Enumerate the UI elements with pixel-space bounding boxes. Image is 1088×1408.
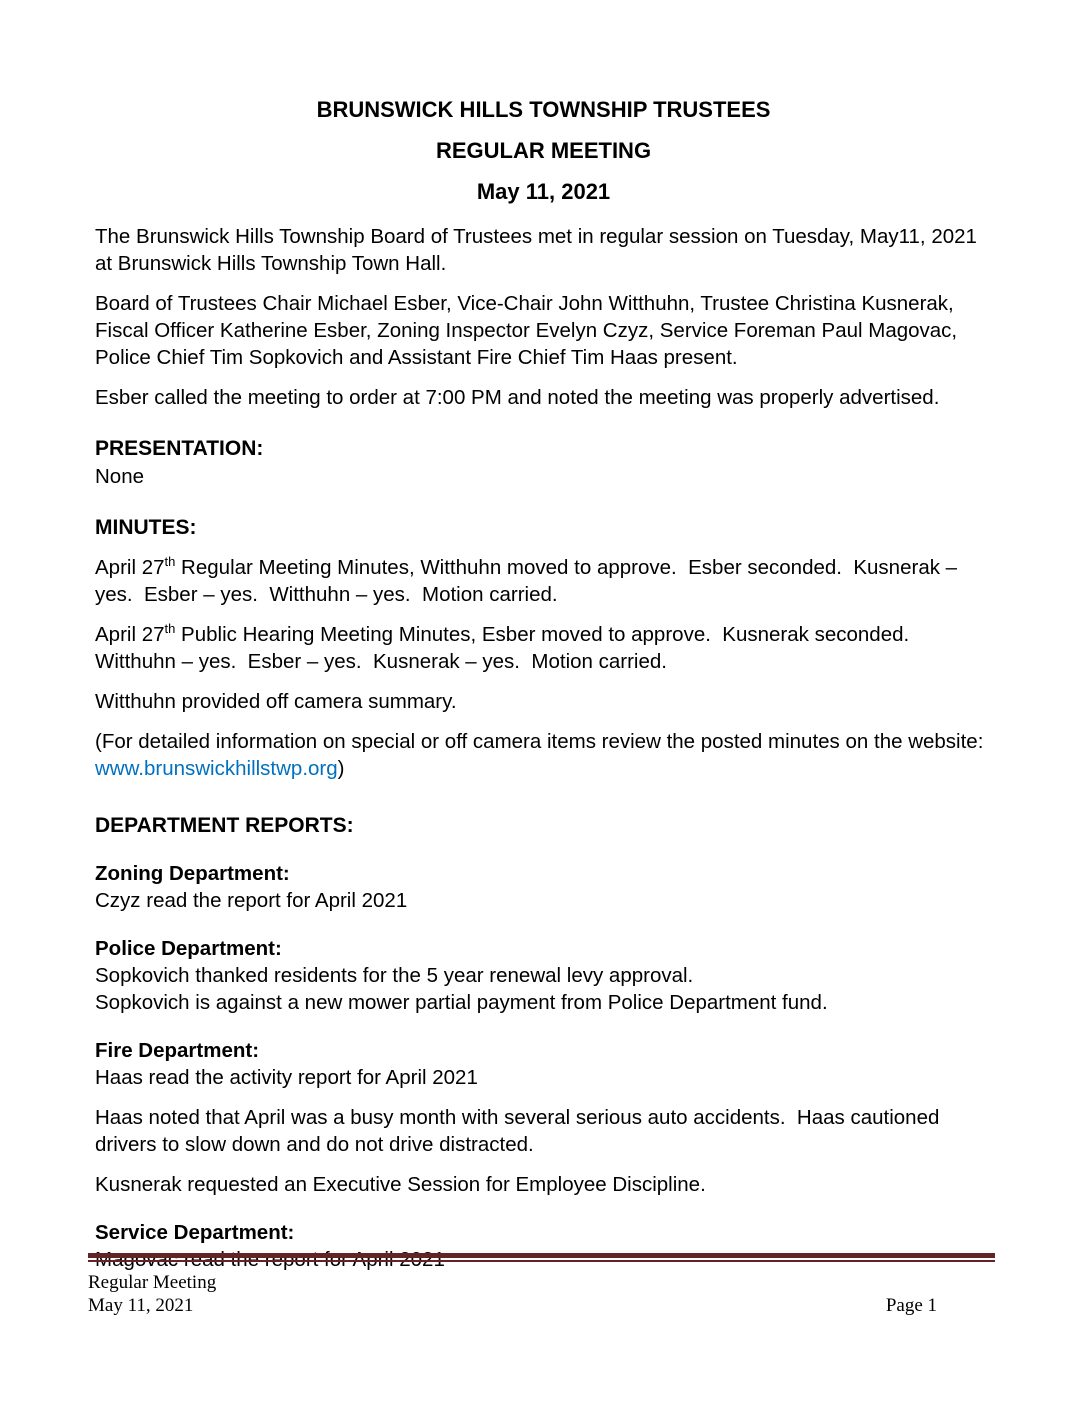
footer-meeting-date: May 11, 2021 — [88, 1295, 194, 1316]
zoning-department-heading: Zoning Department: — [95, 862, 290, 885]
presentation-body: None — [95, 465, 145, 488]
document-date: May 11, 2021 — [476, 179, 611, 204]
minutes-paragraph-2 — [95, 621, 992, 675]
document-content — [95, 96, 992, 1273]
minutes-p2-superscript: th — [164, 621, 176, 637]
zoning-department-line: Czyz read the report for April 2021 — [95, 889, 408, 912]
minutes-p1-superscript: th — [164, 554, 176, 570]
footer-page-number: Page 1 — [885, 1295, 937, 1316]
minutes-paragraph-1 — [95, 554, 992, 608]
page-footer — [88, 1253, 995, 1317]
intro-paragraph-3: Esber called the meeting to order at 7:00 PM and noted the meeting was properly advertised. — [95, 386, 940, 409]
minutes-note-close: ) — [337, 757, 345, 780]
minutes-p2-text: April 27 — [95, 623, 165, 646]
minutes-heading: MINUTES: — [95, 516, 197, 539]
footer-divider-thick — [88, 1253, 995, 1258]
footer-row — [88, 1271, 995, 1317]
minutes-p1-text: April 27 — [95, 556, 165, 579]
intro-paragraph-1: The Brunswick Hills Township Board of Trustees met in regular session on Tuesday, May11, 2021 at Brunswick Hills Township Town Hall. — [95, 225, 983, 275]
document-subtitle: REGULAR MEETING — [435, 138, 652, 163]
minutes-paragraph-3: Witthuhn provided off camera summary. — [95, 690, 457, 713]
department-reports-heading: DEPARTMENT REPORTS: — [95, 814, 354, 837]
fire-department-paragraph-3: Kusnerak requested an Executive Session for Employee Discipline. — [95, 1173, 706, 1196]
intro-paragraph-2: Board of Trustees Chair Michael Esber, Vice-Chair John Witthuhn, Trustee Christina Kusnerak, Fiscal Officer Katherine Esber, Zoning Inspector Evelyn Czyz, Service Foreman Paul Magovac, Police Chief Tim Sopkovich and Assistant Fire Chief Tim Haas present. — [95, 292, 963, 369]
minutes-note-text: (For detailed information on special or off camera items review the posted minutes on the website: — [95, 730, 990, 753]
minutes-note — [95, 728, 992, 782]
minutes-p2-rest: Public Hearing Meeting Minutes, Esber moved to approve. Kusnerak seconded. Witthuhn – yes. Esber – yes. Kusnerak – yes. Motion carried. — [95, 623, 921, 673]
website-link[interactable]: www.brunswickhillstwp.org — [95, 757, 338, 780]
presentation-heading: PRESENTATION: — [95, 437, 264, 460]
minutes-p1-rest: Regular Meeting Minutes, Witthuhn moved to approve. Esber seconded. Kusnerak – yes. Esber – yes. Witthuhn – yes. Motion carried. — [95, 556, 963, 606]
fire-department-heading: Fire Department: — [95, 1039, 260, 1062]
service-department-heading: Service Department: — [95, 1221, 295, 1244]
footer-meeting-info — [88, 1271, 216, 1317]
fire-department-paragraph-2: Haas noted that April was a busy month with several serious auto accidents. Haas cautioned drivers to slow down and do not drive distracted. — [95, 1106, 946, 1156]
footer-meeting-type: Regular Meeting — [88, 1272, 217, 1293]
police-department-line-2: Sopkovich is against a new mower partial payment from Police Department fund. — [95, 991, 828, 1014]
police-department-line-1: Sopkovich thanked residents for the 5 year renewal levy approval. — [95, 964, 694, 987]
document-title: BRUNSWICK HILLS TOWNSHIP TRUSTEES — [316, 97, 771, 122]
footer-divider-thin — [88, 1260, 995, 1262]
fire-department-line-1: Haas read the activity report for April 2021 — [95, 1066, 478, 1089]
police-department-heading: Police Department: — [95, 937, 282, 960]
